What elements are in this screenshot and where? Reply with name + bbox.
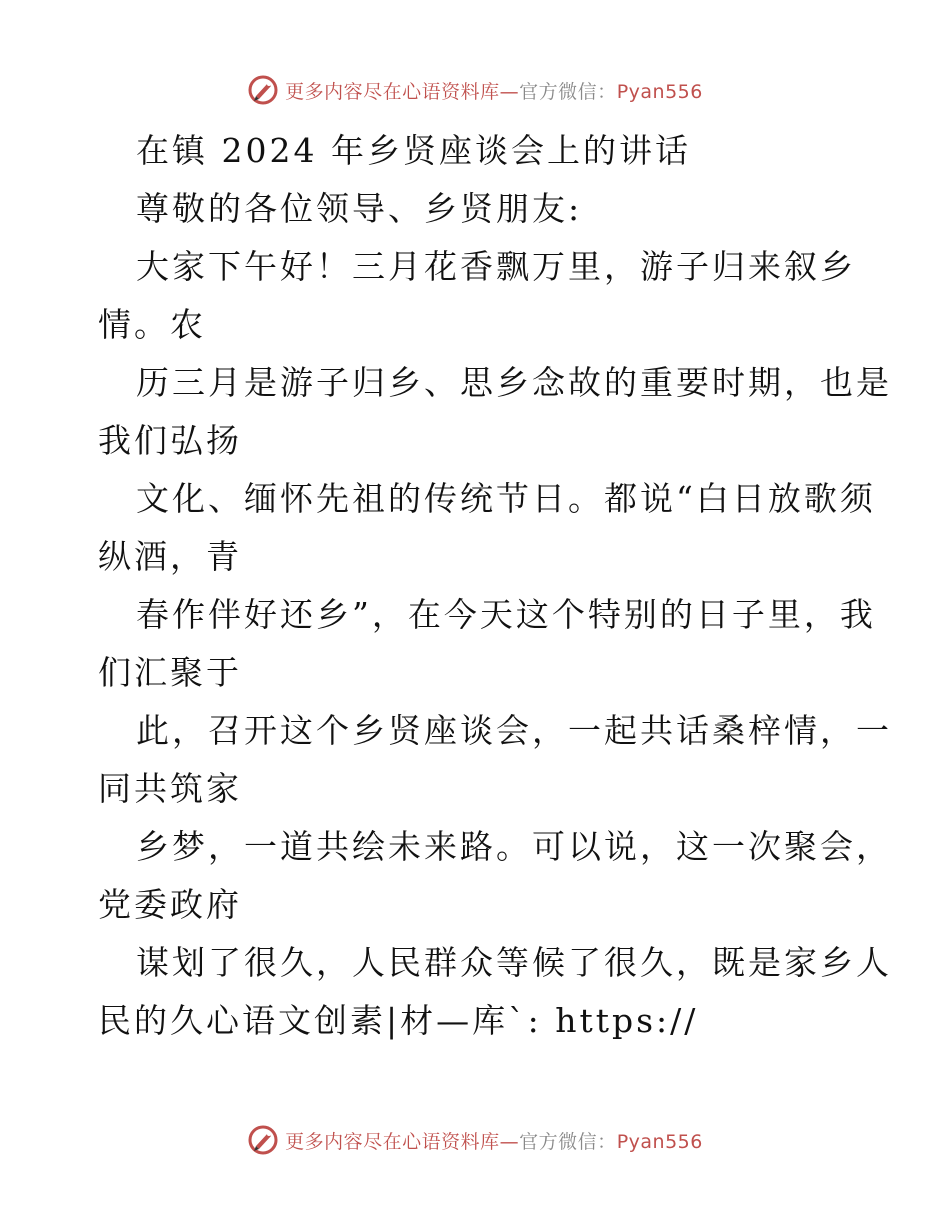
paragraph-line: 文化、缅怀先祖的传统节日。都说“白日放歌须 bbox=[136, 479, 876, 518]
paragraph-line: 谋划了很久，人民群众等候了很久，既是家乡人 bbox=[136, 943, 892, 982]
paragraph-line: 历三月是游子归乡、思乡念故的重要时期，也是 bbox=[136, 363, 892, 402]
paragraph-line: 们汇聚于 bbox=[98, 653, 242, 692]
document-body bbox=[98, 122, 892, 1050]
banner-main-text: 更多内容尽在心语资料库 bbox=[285, 80, 500, 103]
banner-account: Pyan556 bbox=[616, 80, 703, 103]
paragraph-line: 同共筑家 bbox=[98, 769, 242, 808]
document-title: 在镇 2024 年乡贤座谈会上的讲话 bbox=[136, 131, 691, 170]
paragraph-line: 纵酒，青 bbox=[98, 537, 242, 576]
banner-wechat-label: 官方微信： bbox=[519, 1130, 617, 1153]
logo-icon bbox=[247, 1124, 279, 1156]
header-banner bbox=[0, 70, 950, 110]
paragraph-line: 我们弘扬 bbox=[98, 421, 242, 460]
paragraph-line: 情。农 bbox=[98, 305, 206, 344]
banner-text bbox=[285, 1127, 703, 1154]
paragraph-line: 此，召开这个乡贤座谈会，一起共话桑梓情，一 bbox=[136, 711, 892, 750]
salutation: 尊敬的各位领导、乡贤朋友: bbox=[136, 189, 583, 228]
paragraph-line: 乡梦，一道共绘未来路。可以说，这一次聚会， bbox=[136, 827, 892, 866]
banner-account: Pyan556 bbox=[616, 1130, 703, 1153]
logo-icon bbox=[247, 74, 279, 106]
footer-banner bbox=[0, 1120, 950, 1160]
banner-main-text: 更多内容尽在心语资料库 bbox=[285, 1130, 500, 1153]
paragraph-line: 春作伴好还乡”，在今天这个特别的日子里，我 bbox=[136, 595, 876, 634]
banner-wechat-label: 官方微信： bbox=[519, 80, 617, 103]
banner-dash: — bbox=[499, 1130, 520, 1153]
banner-text bbox=[285, 77, 703, 104]
banner-dash: — bbox=[499, 80, 520, 103]
paragraph-line: 民的久心语文创素|材—库`: https:// bbox=[98, 1001, 699, 1040]
paragraph-line: 党委政府 bbox=[98, 885, 242, 924]
paragraph-line: 大家下午好！三月花香飘万里，游子归来叙乡 bbox=[136, 247, 856, 286]
